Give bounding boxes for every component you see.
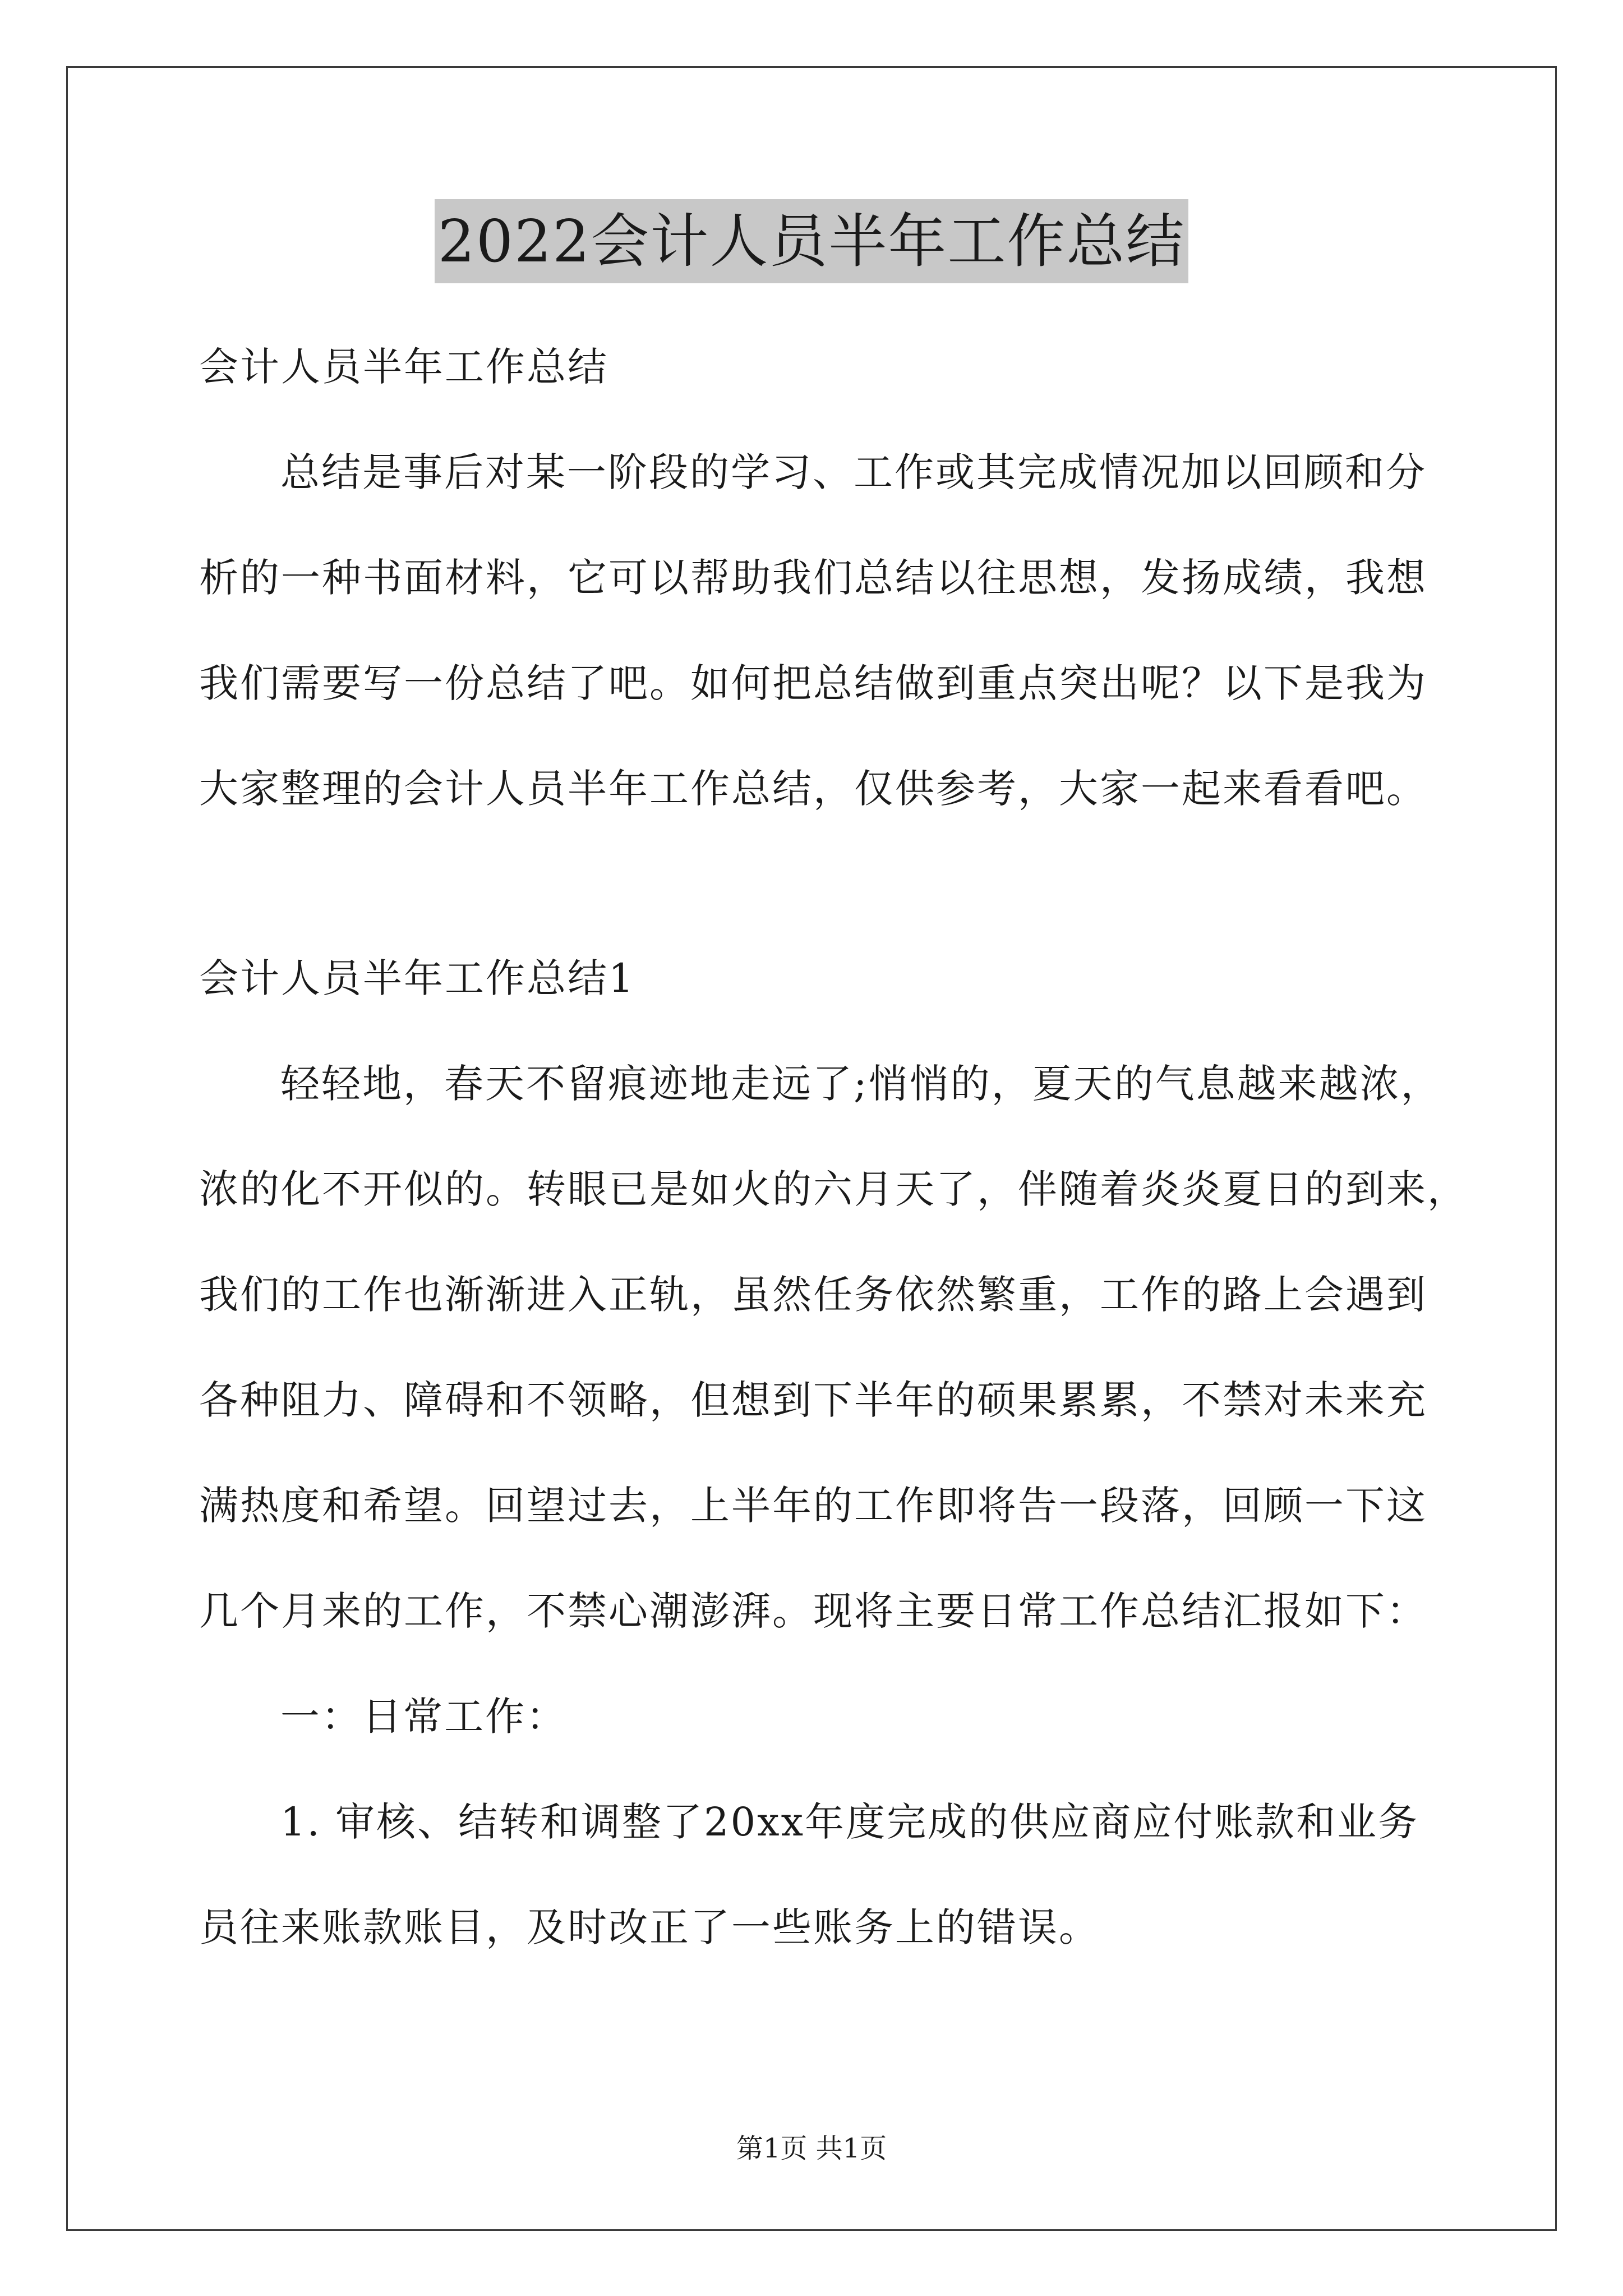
item-line: 1. 审核、结转和调整了20xx年度完成的供应商应付账款和业务 — [280, 1799, 1419, 1845]
section-line: 几个月来的工作，不禁心潮澎湃。现将主要日常工作总结汇报如下： — [199, 1588, 1427, 1634]
subtitle: 会计人员半年工作总结 — [199, 344, 608, 390]
section-line: 满热度和希望。回望过去，上半年的工作即将告一段落，回顾一下这 — [199, 1483, 1427, 1529]
section-line: 浓的化不开似的。转眼已是如火的六月天了，伴随着炎炎夏日的到来， — [199, 1166, 1468, 1212]
section-line: 各种阻力、障碍和不领略，但想到下半年的硕果累累，不禁对未来充 — [199, 1377, 1427, 1423]
item-line: 员往来账款账目，及时改正了一些账务上的错误。 — [199, 1904, 1100, 1950]
intro-line: 我们需要写一份总结了吧。如何把总结做到重点突出呢？以下是我为 — [199, 660, 1427, 706]
intro-line: 析的一种书面材料，它可以帮助我们总结以往思想，发扬成绩，我想 — [199, 555, 1427, 601]
section-heading: 会计人员半年工作总结1 — [199, 955, 635, 1001]
page-footer: 第1页 共1页 — [736, 2133, 887, 2164]
intro-line: 总结是事后对某一阶段的学习、工作或其完成情况加以回顾和分 — [280, 449, 1427, 495]
daily-work-heading: 一：日常工作： — [280, 1694, 567, 1740]
document-body — [199, 314, 1468, 1980]
section-line: 轻轻地，春天不留痕迹地走远了;悄悄的，夏天的气息越来越浓， — [280, 1061, 1442, 1107]
intro-line: 大家整理的会计人员半年工作总结，仅供参考，大家一起来看看吧。 — [199, 766, 1427, 812]
document-title: 2022会计人员半年工作总结 — [435, 199, 1189, 283]
title-container — [0, 199, 1623, 283]
paragraph-gap — [199, 841, 1455, 926]
section-line: 我们的工作也渐渐进入正轨，虽然任务依然繁重，工作的路上会遇到 — [199, 1272, 1427, 1318]
